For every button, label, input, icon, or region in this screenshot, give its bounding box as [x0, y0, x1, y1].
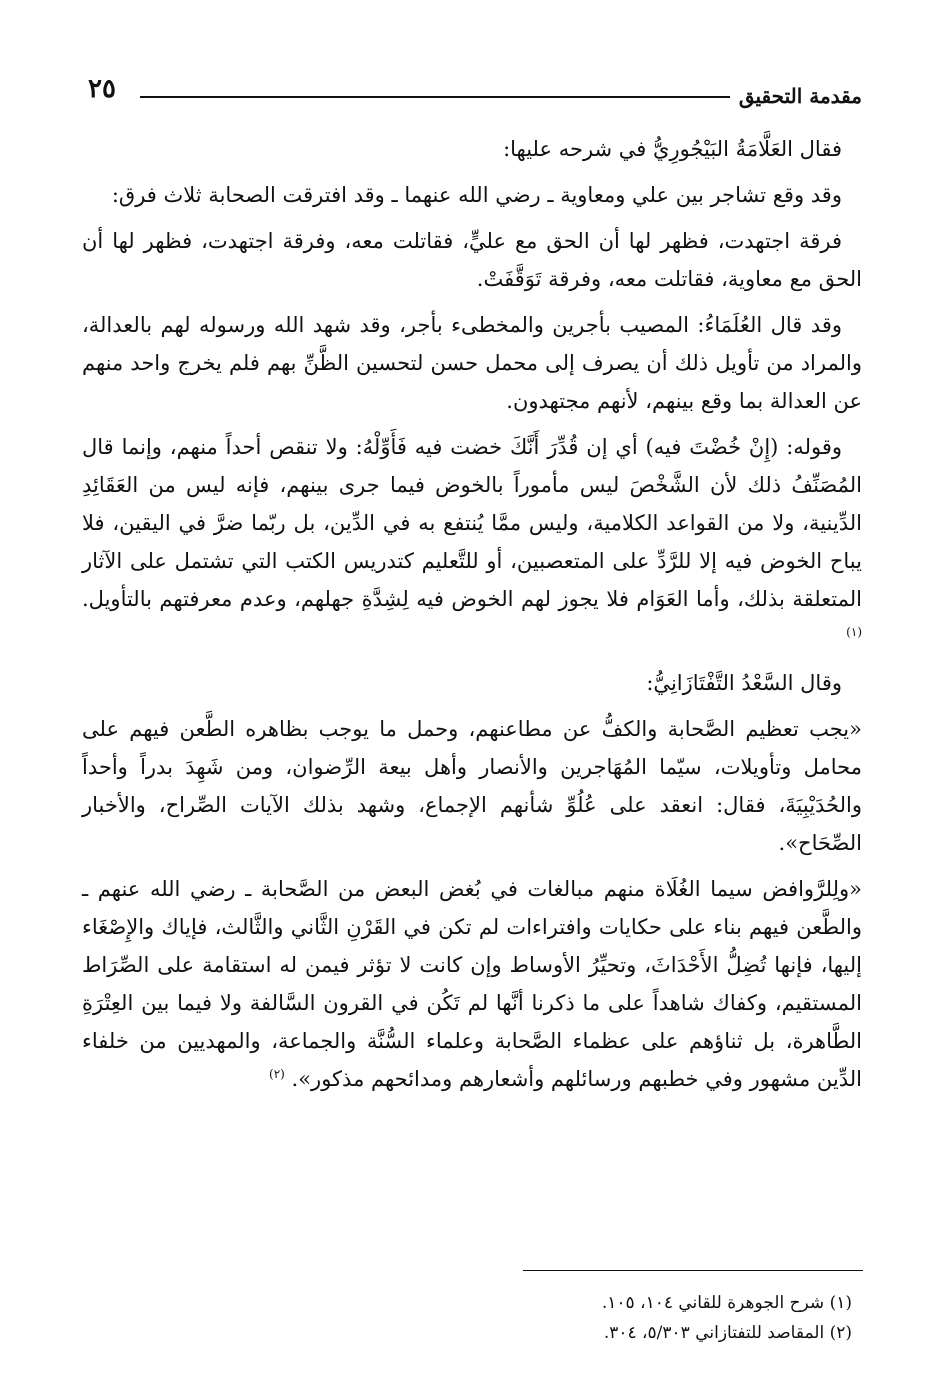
header-rule	[140, 96, 730, 98]
footnote-marker-1: (١)	[846, 625, 862, 639]
page-number: ٢٥	[88, 74, 116, 104]
header-title: مقدمة التحقيق	[738, 84, 862, 108]
paragraph-three-groups: فرقة اجتهدت، فظهر لها أن الحق مع عليٍّ، فقاتلت معه، وفرقة اجتهدت، فظهر لها أن الحق مع معاوية، فقاتلت معه، وفرقة تَوَقَّفَتْ.	[82, 229, 862, 291]
footnotes	[82, 1288, 852, 1348]
paragraph-commentary-text: وقوله: (إِنْ خُضْتَ فيه) أي إن قُدِّرَ أَنَّكَ خضت فيه فَأَوِّلْهُ: ولا تنقص أحداً منهم، وإنما قال المُصَنِّفُ ذلك لأن الشَّخْصَ ليس مأموراً بالخوض فيما جرى بينهم، فإنه ليس من العَقَائِدِ الدِّينية، ولا من القواعد الكلامية، وليس ممَّا يُنتفع به في الدِّين، بل ربّما ضرَّ في اليقين، فلا يباح الخوض فيه إلا للرَّدِّ على المتعصبين، أو للتَّعليم كتدريس الكتب التي تشتمل على الآثار المتعلقة بذلك، وأما العَوَام فلا يجوز لهم الخوض فيه لِشِدَّةِ جهلهم، وعدم معرفتهم بالتأويل.	[82, 435, 862, 611]
running-header	[82, 72, 862, 112]
footnote-1: (١) شرح الجوهرة للقاني ١٠٤، ١٠٥.	[601, 1293, 852, 1313]
paragraph-commentary	[82, 428, 862, 656]
footnote-marker-2: (٢)	[269, 1067, 285, 1081]
footnote-2: (٢) المقاصد للتفتازاني ٥/٣٠٣، ٣٠٤.	[603, 1323, 852, 1343]
body-text	[82, 130, 862, 1106]
paragraph-taftazani-intro: وقال السَّعْدُ التَّفْتَازَانِيُّ:	[646, 671, 842, 695]
paragraph-quote-2	[82, 870, 862, 1098]
footnote-rule	[523, 1270, 863, 1271]
paragraph-intro: فقال العَلَّامَةُ البَيْجُورِيُّ في شرحه عليها:	[503, 137, 842, 161]
paragraph-scholars: وقد قال العُلَمَاءُ: المصيب بأجرين والمخطىء بأجر، وقد شهد الله ورسوله لهم بالعدالة، والمراد من تأويل ذلك أن يصرف إلى محمل حسن لتحسين الظَّنِّ بهم فلم يخرج واحد منهم عن العدالة بما وقع بينهم، لأنهم مجتهدون.	[82, 313, 862, 413]
paragraph-dispute: وقد وقع تشاجر بين علي ومعاوية ـ رضي الله عنهما ـ وقد افترقت الصحابة ثلاث فرق:	[111, 183, 842, 207]
paragraph-quote-1: «يجب تعظيم الصَّحابة والكفُّ عن مطاعنهم، وحمل ما يوجب بظاهره الطَّعن فيهم على محامل وتأويلات، سيّما المُهَاجرين والأنصار وأهل بيعة الرِّضوان، ومن شَهِدَ بدراً وأحداً والحُدَيْبِيَةَ، فقال: انعقد على عُلُوِّ شأنهم الإجماع، وشهد بذلك الآيات الصِّراح، والأخبار الصِّحَاح».	[82, 717, 862, 855]
paragraph-quote-2-text: «ولِلرَّوافض سيما الغُلَاة منهم مبالغات في بُغض البعض من الصَّحابة ـ رضي الله عنهم ـ والطَّعن فيهم بناء على حكايات وافتراءات لم تكن في القَرْنِ الثَّاني والثَّالث، فإياك والإِصْغَاء إليها، فإنها تُضِلُّ الأَحْدَاثَ، وتحيِّرُ الأوساط وإن كانت لا تؤثر فيمن له استقامة على الصِّرَاط المستقيم، وكفاك شاهداً على ما ذكرنا أنَّها لم تَكُن في القرون السَّالفة ولا فيما بين العِتْرَةِ الطَّاهرة، بل ثناؤهم على عظماء الصَّحابة وعلماء السُّنَّة والجماعة، والمهديين من خلفاء الدِّين مشهور وفي خطبهم ورسائلهم وأشعارهم ومدائحهم مذكور».	[82, 877, 862, 1091]
